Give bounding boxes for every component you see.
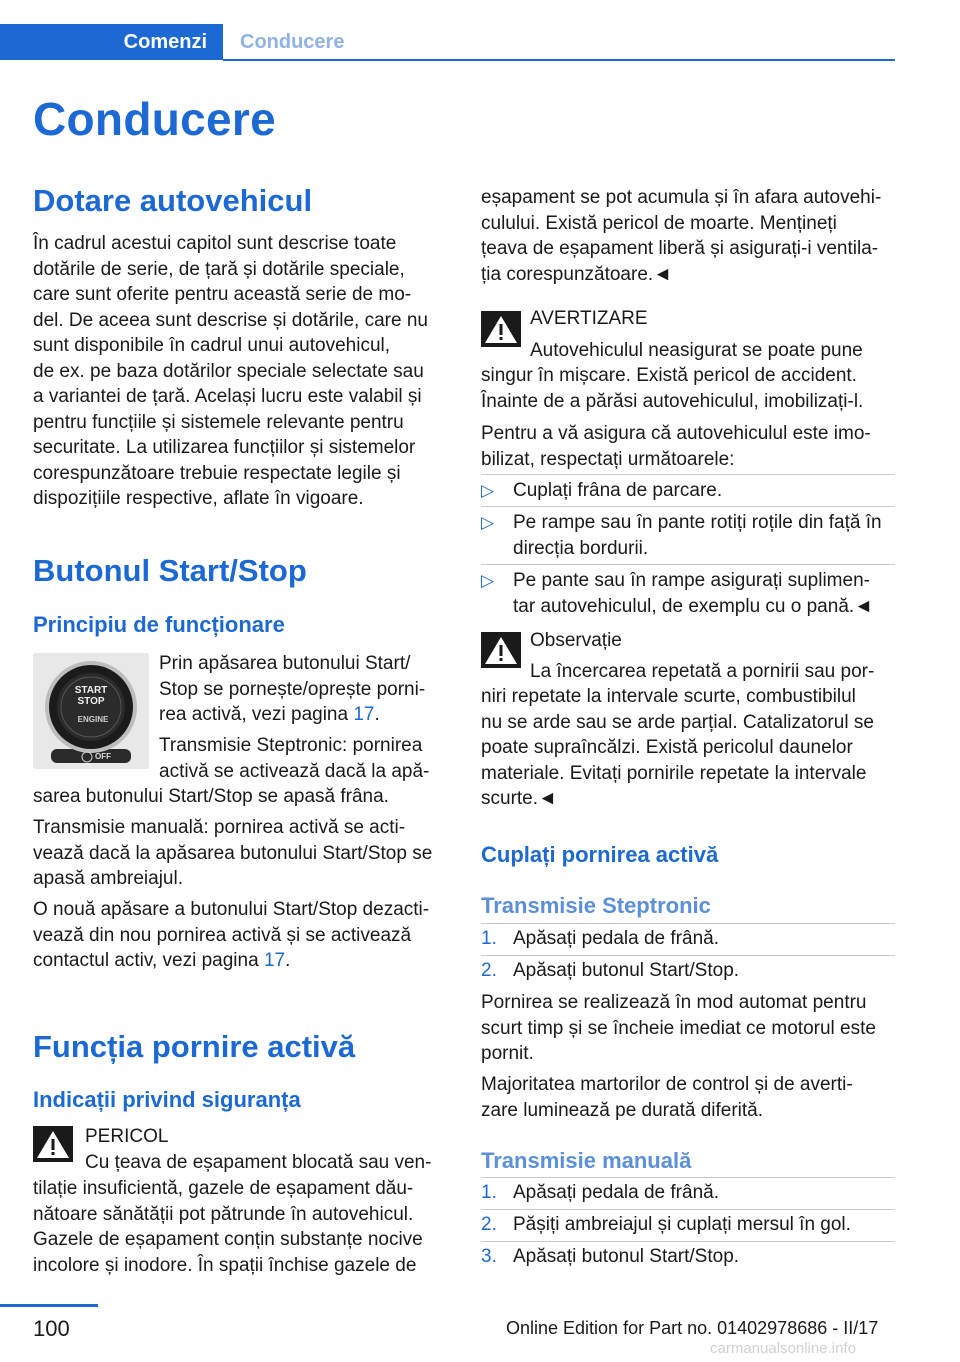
text-line: care sunt oferite pentru această serie de mo‐ (33, 284, 412, 305)
button-label-off: OFF (95, 752, 111, 761)
text-line: Cuplați frâna de parcare. (513, 480, 723, 501)
avertizare-paragraph (481, 363, 901, 414)
text-line: bilizat, respectați următoarele: (481, 448, 735, 470)
text-line: Stop se pornește/oprește porni‐ (159, 678, 426, 700)
tab-conducere[interactable]: Conducere (240, 30, 345, 53)
list-item-text: Apăsați butonul Start/Stop. (513, 960, 740, 981)
text-line: incolore și inodore. În spații închise gazele de (33, 1254, 417, 1276)
text-line: Pe pante sau în rampe asigurați suplimen‐ (513, 570, 870, 591)
paragraph-asigura (481, 421, 901, 472)
text-line: scurte.◄ (481, 788, 557, 809)
observatie-first-line: La încercarea repetată a pornirii sau por‐ (530, 661, 875, 682)
text-line (159, 702, 459, 728)
text-line: corespunzătoare trebuie respectate legile și (33, 462, 401, 484)
list-item-text (513, 510, 897, 561)
text-span: . (285, 950, 291, 971)
list-item-text: Pășiți ambreiajul și cuplați mersul în gol. (513, 1214, 851, 1235)
text-line: a variantei de țară. Același lucru este valabil și (33, 386, 422, 407)
paragraph-majoritatea (481, 1072, 901, 1123)
text-line: sunt disponibile în cadrul unui autovehicul, (33, 335, 391, 356)
heading-indicatii-siguranta: Indicații privind siguranța (33, 1087, 301, 1112)
button-label-start: START (74, 685, 108, 696)
text-line: eșapament se pot acumula și în afara autovehi‐ (481, 187, 882, 208)
text-line: apasă ambreiajul. (33, 868, 183, 889)
text-line (33, 948, 453, 974)
avertizare-first-line: Autovehiculul neasigurat se poate pune (530, 340, 863, 361)
separator (481, 1209, 895, 1210)
text-line: tar autovehiculul, de exemplu cu o pană.◄ (513, 595, 873, 617)
separator (481, 955, 895, 956)
text-line: Pe rampe sau în pante rotiți roțile din față în (513, 512, 882, 533)
text-line: În cadrul acestui capitol sunt descrise toate (33, 233, 397, 254)
watermark: carmanualsonline.info (710, 1340, 856, 1357)
text-line: țeava de eșapament liberă și asigurați-i ventila‐ (481, 238, 879, 259)
text-line: Pornirea se realizează în mod automat pentru (481, 992, 867, 1013)
text-line: tilație insuficientă, gazele de eșapament dău‐ (33, 1178, 414, 1199)
warning-triangle-icon (481, 632, 521, 668)
warning-triangle-icon (481, 311, 521, 347)
text-line: Înainte de a părăsi autovehiculul, imobilizați-l. (481, 390, 864, 412)
observatie-title: Observație (530, 630, 622, 651)
step-number: 1. (481, 1182, 497, 1203)
step-number: 1. (481, 928, 497, 949)
text-line: nătoare sănătății pot pătrunde în autovehicul. (33, 1203, 414, 1225)
list-item-text (513, 478, 897, 504)
text-span: contactul activ, vezi pagina (33, 950, 264, 971)
list-item-text: Apăsați butonul Start/Stop. (513, 1246, 740, 1267)
paragraph-principiu-1 (159, 651, 459, 728)
text-line: de ex. pe baza dotărilor speciale selectate sau (33, 360, 424, 382)
paragraph-pornirea (481, 990, 901, 1067)
text-line: Majoritatea martorilor de control și de averti‐ (481, 1074, 853, 1095)
heading-cuplati-pornirea: Cuplați pornirea activă (481, 842, 719, 867)
page-link-17b[interactable]: 17 (263, 950, 286, 971)
heading-dotare: Dotare autovehicul (33, 183, 313, 218)
text-line: pentru funcțiile și sistemele relevante pentru (33, 411, 404, 433)
button-label-engine: ENGINE (77, 715, 109, 724)
heading-buton-start-stop: Butonul Start/Stop (33, 553, 307, 588)
footer-rule (0, 1304, 98, 1307)
text-line: zare luminează pe durată diferită. (481, 1099, 763, 1121)
start-stop-button-image (33, 653, 149, 769)
text-line: Gazele de eșapament conțin substanțe nocive (33, 1229, 423, 1250)
button-photo (33, 653, 149, 769)
list-item-text (513, 568, 897, 619)
button-label-stop: STOP (77, 696, 105, 707)
pericol-title: PERICOL (85, 1126, 169, 1147)
heading-principiu: Principiu de funcționare (33, 612, 285, 637)
heading-transmisie-manuala: Transmisie manuală (481, 1148, 692, 1173)
text-line: niri repetate la intervale scurte, combustibilul (481, 686, 856, 707)
pericol-continued (481, 185, 901, 287)
header-tabs (0, 24, 895, 62)
heading-transmisie-steptronic: Transmisie Steptronic (481, 893, 711, 918)
footer-edition: Online Edition for Part no. 01402978686 - II/17 (506, 1318, 879, 1338)
triangle-bullet-icon: ▷ (481, 571, 495, 590)
heading-functia-pornire-activa: Funcția pornire activă (33, 1029, 356, 1064)
start-stop-icon (33, 653, 149, 769)
observatie-paragraph (481, 684, 901, 812)
text-line: vează din nou pornirea activă și se activează (33, 924, 412, 946)
step-number: 2. (481, 1214, 497, 1235)
separator (481, 474, 895, 475)
text-line: Prin apăsarea butonului Start/ (159, 653, 411, 674)
triangle-bullet-icon: ▷ (481, 481, 495, 500)
triangle-bullet-icon: ▷ (481, 513, 495, 532)
text-line: Transmisie Steptronic: pornirea (159, 735, 423, 756)
avertizare-title: AVERTIZARE (530, 308, 648, 329)
page-number: 100 (33, 1316, 70, 1341)
text-line: pornit. (481, 1043, 534, 1064)
text-line: ția corespunzătoare.◄ (481, 263, 672, 285)
text-line: nu se arde sau se arde parțial. Catalizatorul se (481, 711, 874, 733)
text-line: securitate. La utilizarea funcțiilor și sistemelor (33, 437, 416, 458)
warning-triangle-icon (33, 1126, 73, 1162)
text-line: dispozițiile respective, aflate în vigoare. (33, 488, 364, 509)
paragraph-noua-apasare (33, 897, 453, 974)
page-title: Conducere (33, 93, 276, 145)
list-item-text: Apăsați pedala de frână. (513, 928, 719, 949)
text-line: Transmisie manuală: pornirea activă se acti‐ (33, 817, 406, 838)
separator (481, 1177, 895, 1178)
text-line: sarea butonului Start/Stop se apasă frâna. (33, 786, 389, 807)
paragraph-dotare (33, 231, 453, 512)
text-line: culului. Există pericol de moarte. Mențineți (481, 212, 837, 234)
text-line: Pentru a vă asigura că autovehiculul este imo‐ (481, 423, 871, 444)
separator (481, 506, 895, 507)
tab-comenzi[interactable]: Comenzi (0, 24, 223, 60)
text-line: materiale. Evitați pornirile repetate la intervale (481, 762, 867, 784)
text-span: . (374, 704, 380, 725)
text-line: dotările de serie, de țară și dotările speciale, (33, 258, 405, 280)
paragraph-principiu-2 (159, 733, 459, 784)
pericol-first-line: Cu țeava de eșapament blocată sau ven‐ (85, 1152, 432, 1173)
text-line: del. De aceea sunt descrise și dotările, care nu (33, 309, 428, 331)
paragraph-manual (33, 815, 453, 892)
tab-underline (223, 59, 895, 61)
button-label (73, 685, 109, 707)
page-link-17[interactable]: 17 (353, 704, 375, 725)
step-number: 2. (481, 960, 497, 981)
text-line: activă se activează dacă la apă‐ (159, 760, 430, 782)
text-line: singur în mișcare. Există pericol de accident. (481, 365, 857, 386)
pericol-paragraph (33, 1176, 453, 1278)
step-number: 3. (481, 1246, 497, 1267)
text-span: rea activă, vezi pagina (159, 704, 354, 725)
separator (481, 923, 895, 924)
text-line: poate supraîncălzi. Există pericolul daunelor (481, 737, 853, 758)
text-line: O nouă apăsare a butonului Start/Stop dezacti‐ (33, 899, 430, 920)
separator (481, 1241, 895, 1242)
text-line: vează dacă la apăsarea butonului Start/Stop se (33, 842, 433, 864)
separator (481, 564, 895, 565)
text-line: direcția bordurii. (513, 537, 649, 559)
text-line: scurt timp și se încheie imediat ce motorul este (481, 1017, 876, 1039)
list-item-text: Apăsați pedala de frână. (513, 1182, 719, 1203)
